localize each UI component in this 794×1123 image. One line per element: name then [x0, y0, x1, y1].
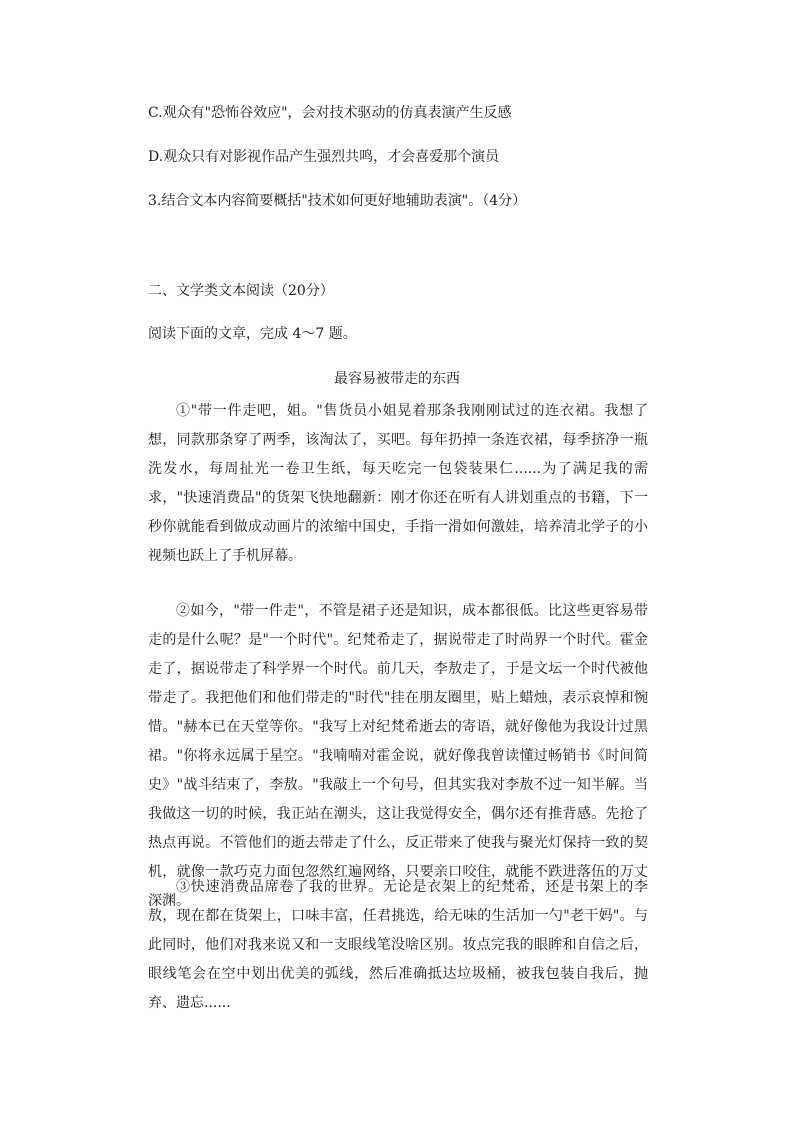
paragraph-3: ③快速消费品席卷了我的世界。无论是衣架上的纪梵希，还是书架上的李敖，现在都在货架上，口味丰富，任君挑选，给无味的生活加一勺"老干妈"。与此同时，他们对我来说又和一支眼线笔没啥区别。妆点完我的眼眸和自信之后，眼线笔会在空中划出优美的弧线，然后准确抵达垃圾桶，被我包装自我后，抛弃、遗忘......: [148, 879, 648, 1011]
option-c: C.观众有"恐怖谷效应"，会对技术驱动的仿真表演产生反感: [148, 105, 512, 121]
article-title: 最容易被带走的东西: [334, 371, 460, 387]
reading-instruction: 阅读下面的文章，完成 4～7 题。: [148, 326, 357, 342]
paragraph-1: ①"带一件走吧，姐。"售货员小姐晃着那条我刚刚试过的连衣裙。我想了想，同款那条穿了两季，该淘汰了，买吧。每年扔掉一条连衣裙，每季挤净一瓶洗发水，每周扯光一卷卫生纸，每天吃完一包袋装果仁......为了满足我的需求，"快速消费品"的货架飞快地翻新：刚才你还在听有人讲划重点的书籍，下一秒你就能看到做成动画片的浓缩中国史，手指一滑如何激娃，培养清北学子的小视频也跃上了手机屏幕。: [148, 403, 648, 564]
paragraph-2: ②如今，"带一件走"，不管是裙子还是知识，成本都很低。比这些更容易带走的是什么呢？是"一个时代"。纪梵希走了，据说带走了时尚界一个时代。霍金走了，据说带走了科学界一个时代。前几天，李敖走了，于是文坛一个时代被他带走了。我把他们和他们带走的"时代"挂在朋友圈里，贴上蜡烛，表示哀悼和惋惜。"赫本已在天堂等你。"我写上对纪梵希逝去的寄语，就好像他为我设计过黑裙。"你将永远属于星空。"我喃喃对霍金说，就好像我曾读懂过畅销书《时间简史》"战斗结束了，李敖。"我敲上一个句号，但其实我对李敖不过一知半解。当我做这一切的时候，我正站在潮头，这让我觉得安全，偶尔还有推背感。先抢了热点再说。不管他们的逝去带走了什么，反正带来了使我与聚光灯保持一致的契机，就像一款巧克力面包忽然红遍网络，只要亲口咬住，就能不跌进落伍的万丈深渊。: [148, 603, 648, 909]
question-3: 3.结合文本内容简要概括"技术如何更好地辅助表演"。（4分）: [148, 193, 527, 209]
section-heading: 二、文学类文本阅读（20分）: [148, 283, 334, 299]
option-d: D.观众只有对影视作品产生强烈共鸣，才会喜爱那个演员: [148, 149, 500, 165]
